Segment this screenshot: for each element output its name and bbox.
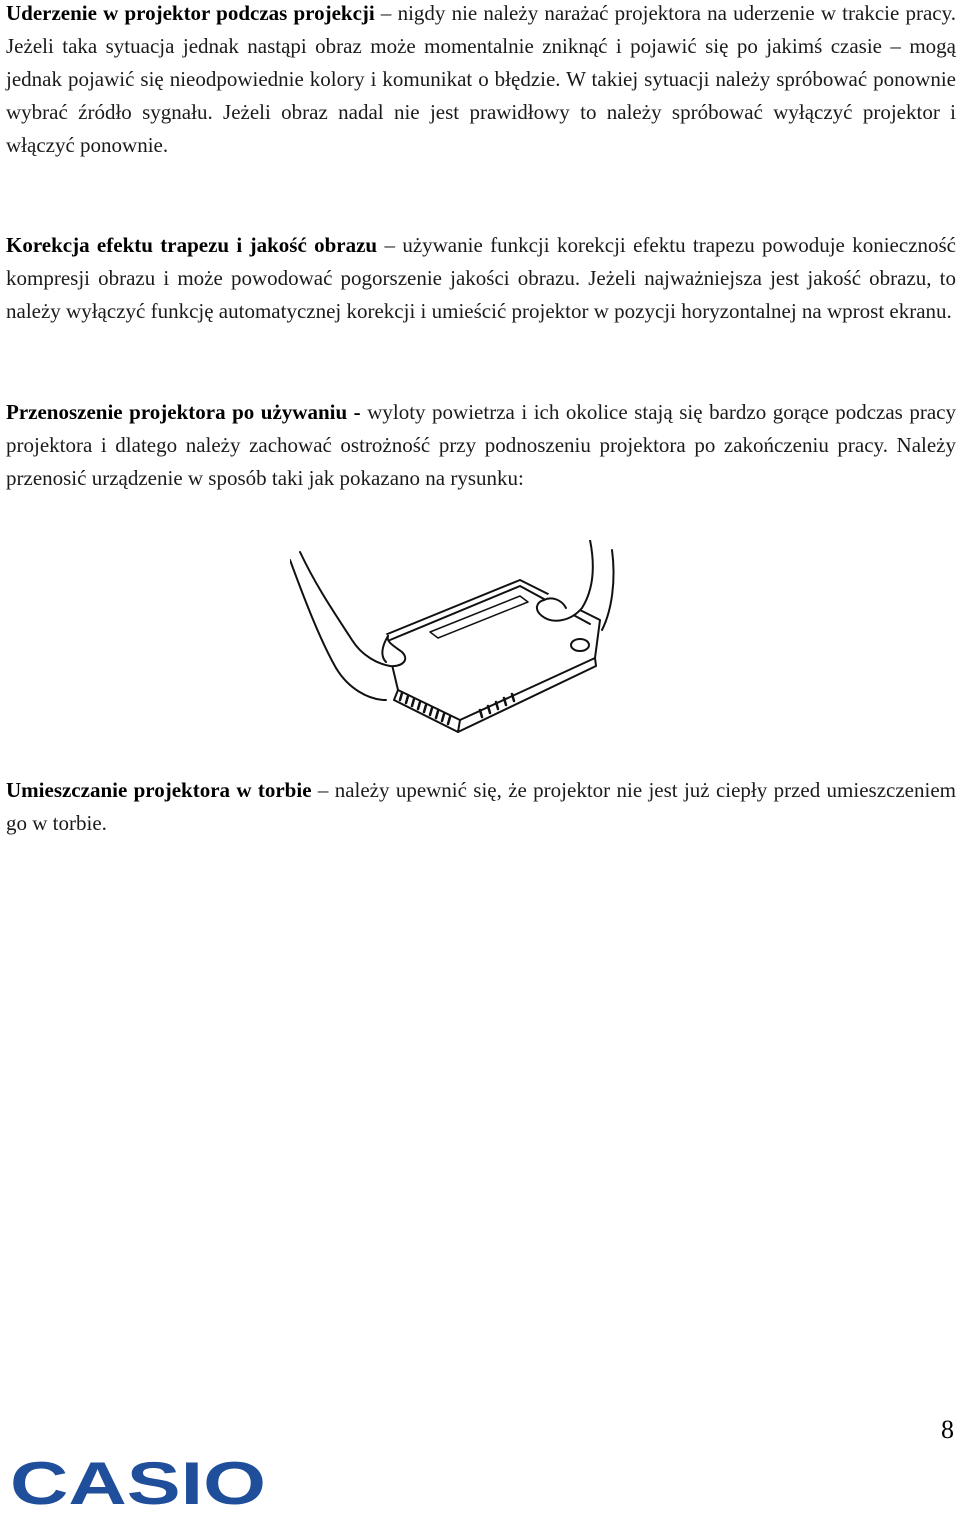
paragraph-body: – należy upewnić się, że projektor nie jest już ciepły przed umieszczeniem go w torbie. [6, 778, 956, 835]
projector-carry-illustration [290, 540, 620, 735]
paragraph-keystone-correction [6, 229, 956, 328]
paragraph-heading: Umieszczanie projektora w torbie [6, 778, 312, 802]
casio-logo [8, 1452, 270, 1510]
paragraph-carrying-projector [6, 396, 956, 495]
paragraph-body: – nigdy nie należy narażać projektora na uderzenie w trakcie pracy. Jeżeli taka sytuacja jednak nastąpi obraz może momentalnie zniknąć i pojawić się po jakimś czasie – mogą jednak pojawić się nieodpowiednie kolory i komunikat o błędzie. W takiej sytuacji należy spróbować ponownie wybrać źródło sygnału. Jeżeli obraz nadal nie jest prawidłowy to należy spróbować wyłączyć projektor i włączyć ponownie. [6, 1, 956, 157]
paragraph-heading: Korekcja efektu trapezu i jakość obrazu [6, 233, 378, 257]
paragraph-heading: Uderzenie w projektor podczas projekcji [6, 1, 375, 25]
paragraph-impact-warning [6, 0, 956, 162]
paragraph-heading: Przenoszenie projektora po używaniu - [6, 400, 361, 424]
paragraph-bag-storage [6, 774, 956, 840]
casio-logo-text: CASIO [10, 1452, 266, 1510]
page-number: 8 [941, 1415, 954, 1444]
paragraph-body: wyloty powietrza i ich okolice stają się bardzo gorące podczas pracy projektora i dlatego należy zachować ostrożność przy podnoszeniu projektora po zakończeniu pracy. Należy przenosić urządzenie w sposób taki jak pokazano na rysunku: [6, 400, 956, 490]
paragraph-body: – używanie funkcji korekcji efektu trapezu powoduje konieczność kompresji obrazu i może powodować pogorszenie jakości obrazu. Jeżeli najważniejsza jest jakość obrazu, to należy wyłączyć funkcję automatycznej korekcji i umieścić projektor w pozycji horyzontalnej na wprost ekranu. [6, 233, 957, 323]
